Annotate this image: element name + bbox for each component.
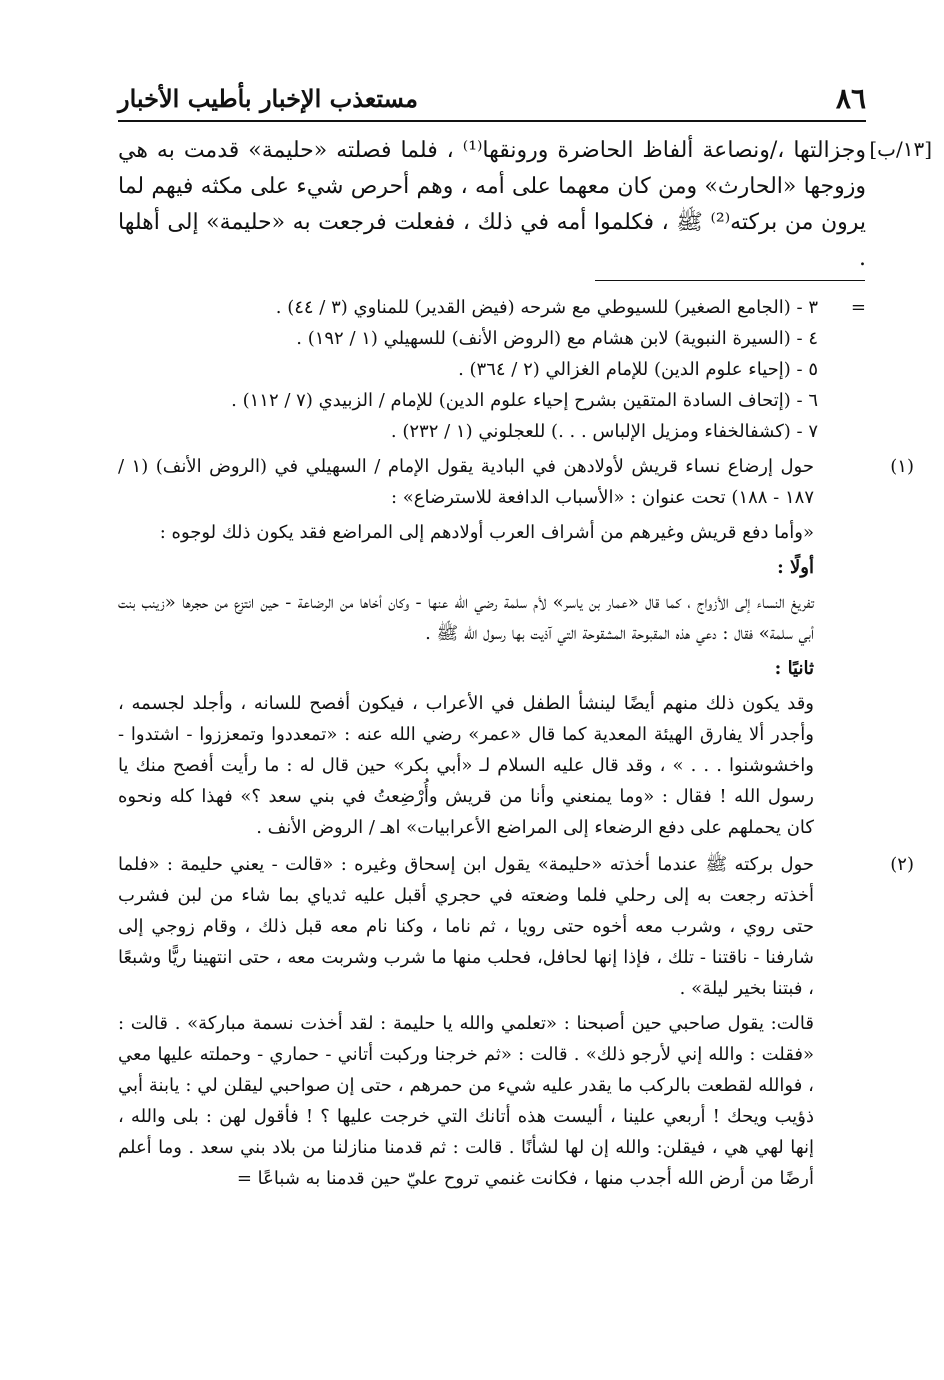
footnote-intro: حول إرضاع نساء قريش لأولادهن في البادية يقول الإمام / السهيلي في (الروض الأنف) (١ / ١٨٧ - ١٨٨) تحت عنوان : «الأسباب الدافعة للاسترضاع» : bbox=[118, 456, 814, 508]
page-number: ٨٦ bbox=[835, 82, 866, 115]
continuation-mark: = bbox=[850, 297, 866, 318]
source-item: ٥ - (إحياء علوم الدين) للإمام الغزالي (٢ / ٣٦٤) . bbox=[458, 359, 818, 380]
page-header bbox=[118, 80, 866, 122]
footnote-quote: «وأما دفع قريش وغيرهم من أشراف العرب أولادهم إلى المراضع فقد يكون ذلك لوجوه : bbox=[159, 522, 814, 543]
footnotes-block bbox=[118, 292, 914, 1200]
footnote-1 bbox=[118, 451, 914, 843]
footnote-separator bbox=[595, 280, 865, 281]
source-item: ٣ - (الجامع الصغير) للسيوطي مع شرحه (فيض القدير) للمناوي (٣ / ٤٤) . bbox=[275, 297, 818, 318]
source-item: ٤ - (السيرة النبوية) لابن هشام مع (الروض الأنف) للسهيلي (١ / ١٩٢) . bbox=[296, 328, 818, 349]
footnote-number: (٢) bbox=[890, 854, 914, 875]
main-text-block bbox=[118, 133, 866, 277]
footnote-2 bbox=[118, 849, 914, 1194]
footnote-paragraph: تفريغ النساء إلى الأزواج ، كما قال «عمار بن ياسر» لأم سلمة رضي الله عنها - وكان أخاها من الرضاعة - حين انتزع من حجرها «زينب بنت أبي سلمة» فقال : دعي هذه المقبوحة المشقوحة التي آذيت بها رسول الله ﷺ . bbox=[118, 592, 814, 644]
footnote-paragraph: حول بركته ﷺ عندما أخذته «حليمة» يقول ابن إسحاق وغيره : «قالت - يعني حليمة : «فلما أخذته رجعت به إلى رحلي فلما وضعته في حجري أقبل عليه ثدياي بما شاء من لبن فشرب حتى روي ، وشرب معه أخوه حتى رويا ، ثم ناما ، وكنا نام معه قبل ذلك ، وقام زوجي إلى شارفنا - ناقتنا - تلك ، فإذا إنها لحافل، فحلب منها ما شرب وشربت معه ، حتى انتهينا ريًّا وشبعًا ، فبتنا بخير ليلة» . bbox=[118, 854, 814, 999]
footnote-number: (١) bbox=[890, 456, 914, 477]
footnote-paragraph: وقد يكون ذلك منهم أيضًا لينشأ الطفل في الأعراب ، فيكون أفصح للسانه ، وأجلد لجسمه ، وأجدر ألا يفارق الهيئة المعدية كما قال «عمر» رضي الله عنه : «تمعددوا وتمعززوا - اشتدوا - واخشوشنوا . . . » ، وقد قال عليه السلام لـ «أبي بكر» حين قال له : ما رأيت أفصح منك يا رسول الله ! فقال : «وما يمنعني وأنا من قريش وأُرْضِعتُ في بني سعد ؟» فهذا كله ونحوه كان يحملهم على دفع الرضعاء إلى المراضع الأعرابيات» اهـ / الروض الأنف . bbox=[118, 693, 814, 838]
footnote-subheading: أولًا : bbox=[777, 557, 814, 578]
sources-list bbox=[118, 292, 866, 447]
main-paragraph: وجزالتها ،/ونصاعة ألفاظ الحاضرة ورونقها⁽¹⁾ ، فلما فصلته «حليمة» قدمت به هي وزوجها «الحارث» ومن كان معهما على أمه ، وهم أحرص شيء على مكثه فيهم لما يرون من بركته⁽²⁾ ﷺ ، فكلموا أمه في ذلك ، ففعلت فرجعت به «حليمة» إلى أهلها . bbox=[118, 138, 866, 271]
footnote-paragraph: قالت: يقول صاحبي حين أصبحنا : «تعلمي والله يا حليمة : لقد أخذت نسمة مباركة» . قالت : «فقلت : والله إني لأرجو ذلك» . قالت : «ثم خرجنا وركبت أتاني - حماري - وحملته عليها معي ، فوالله لقطعت بالركب ما يقدر عليه شيء من حمرهم ، حتى إن صواحبي ليقلن لي : يابنة أبي ذؤيب ويحك ! أربعي علينا ، أليست هذه أتانك التي خرجت عليها ؟ ! فأقول لهن : بلى والله ، إنها لهي هي ، فيقلن: والله إن لها لشأنًا . قالت : ثم قدمنا منازلنا من بلاد بني سعد . وما أعلم أرضًا من أرض الله أجدب منها ، فكانت غنمي تروح عليّ حين قدمنا به شباعًا = bbox=[118, 1013, 814, 1189]
source-item: ٧ - (كشفالخفاء ومزيل الإلباس . . .) للعجلوني (١ / ٢٣٢) . bbox=[390, 421, 818, 442]
footnote-subheading: ثانيًا : bbox=[774, 658, 814, 679]
manuscript-folio-marker: [١٣/ب] bbox=[869, 137, 932, 161]
running-title: مستعذب الإخبار بأطيب الأخبار bbox=[118, 84, 418, 113]
source-item: ٦ - (إتحاف السادة المتقين بشرح إحياء علوم الدين) للإمام / الزبيدي (٧ / ١١٢) . bbox=[231, 390, 818, 411]
